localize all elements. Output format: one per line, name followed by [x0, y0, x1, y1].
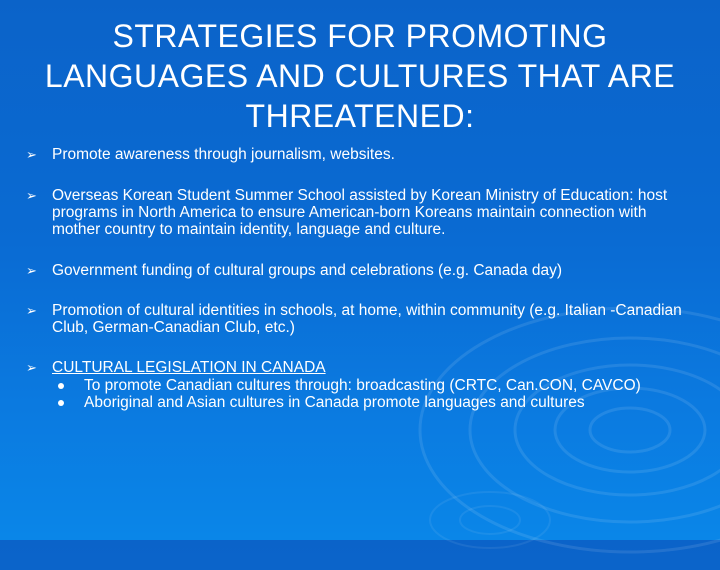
- list-item: [26, 359, 698, 411]
- dot-bullet-icon: [58, 400, 64, 406]
- sub-list-item: [58, 394, 698, 411]
- sub-list-item: [58, 377, 698, 394]
- arrow-bullet-icon: ➢: [26, 188, 37, 203]
- list-item: [26, 187, 698, 238]
- list-item-text: Overseas Korean Student Summer School assisted by Korean Ministry of Education: host programs in North America to ensure American-born Koreans maintain connection with mother country to maintain identity, language and culture.: [52, 187, 668, 238]
- list-item: [26, 262, 698, 279]
- sub-bullet-list: [52, 377, 698, 411]
- dot-bullet-icon: [58, 383, 64, 389]
- bullet-list: [26, 146, 698, 411]
- list-item: [26, 146, 698, 163]
- arrow-bullet-icon: ➢: [26, 263, 37, 278]
- list-item: [26, 302, 698, 336]
- title-line: STRATEGIES FOR PROMOTING: [112, 18, 608, 54]
- list-item-text: Promote awareness through journalism, websites.: [52, 146, 395, 163]
- slide-title: [20, 16, 700, 136]
- title-line: LANGUAGES AND CULTURES THAT ARE: [44, 58, 676, 94]
- list-item-text: Promotion of cultural identities in schools, at home, within community (e.g. Italian -Canadian Club, German-Canadian Club, etc.): [52, 302, 682, 336]
- sub-list-item-text: To promote Canadian cultures through: broadcasting (CRTC, Can.CON, CAVCO): [84, 377, 641, 394]
- list-item-text: Government funding of cultural groups and celebrations (e.g. Canada day): [52, 262, 563, 279]
- title-line: THREATENED:: [245, 98, 475, 134]
- arrow-bullet-icon: ➢: [26, 303, 37, 318]
- sub-list-item-text: Aboriginal and Asian cultures in Canada promote languages and cultures: [84, 394, 585, 411]
- arrow-bullet-icon: ➢: [26, 147, 37, 162]
- arrow-bullet-icon: ➢: [26, 360, 37, 375]
- legislation-heading: CULTURAL LEGISLATION IN CANADA: [52, 359, 326, 376]
